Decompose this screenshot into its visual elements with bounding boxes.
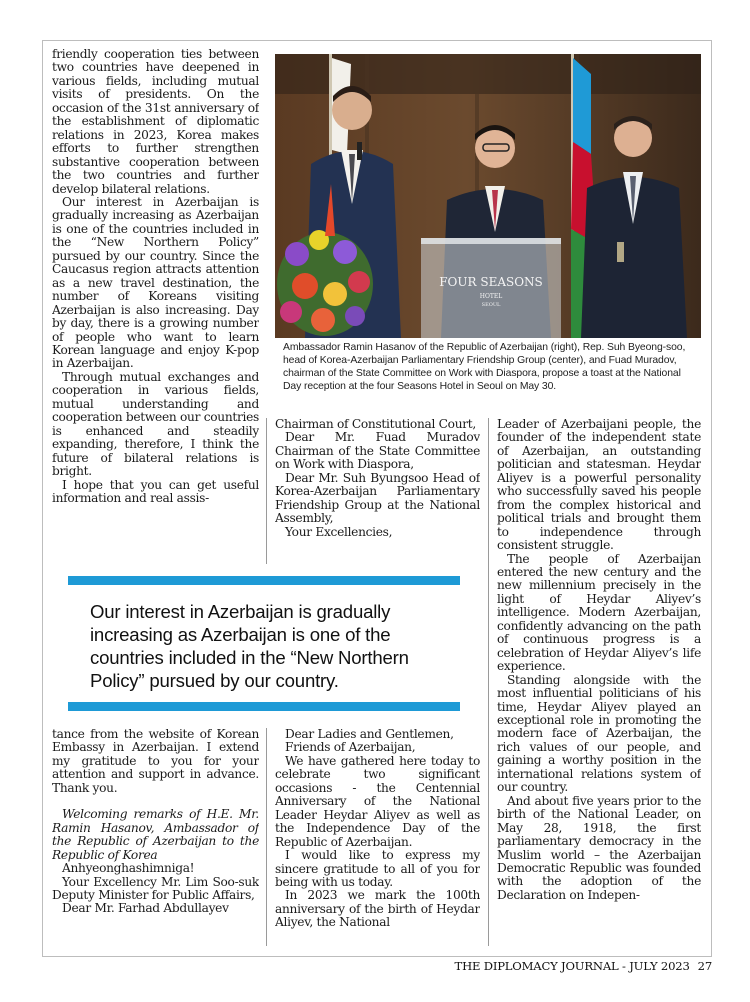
- journal-name: THE DIPLOMACY JOURNAL - JULY 2023: [454, 959, 690, 973]
- remarks-heading: Welcoming remarks of H.E. Mr. Ramin Hasanov, Ambassador of the Republic of Azerbaijan to the Republic of Korea: [52, 807, 259, 862]
- paragraph: I hope that you can get useful information and real assis-: [52, 477, 259, 505]
- paragraph: Anhyeonghashimniga!: [62, 861, 195, 876]
- paragraph: Chairman of Constitutional Court,: [275, 418, 476, 431]
- paragraph: tance from the website of Korean Embassy in Azerbaijan. I extend my gratitude to you for your attention and support in advance. Thank you.: [52, 728, 259, 795]
- paragraph: We have gathered here today to celebrate two significant occasions - the Centennial Anniversary of the National Leader Heydar Aliyev as well as the Independence Day of the Republic of Azerbaijan.: [275, 753, 480, 849]
- podium-sign: FOUR SEASONS: [439, 275, 543, 289]
- paragraph: Our interest in Azerbaijan is gradually increasing as Azerbaijan is one of the countries included in the “New Northern Policy” pursued by our country. Since the Caucasus region attracts attention as a new travel destination, the number of Koreans visiting Azerbaijan is also increasing. Day by day, there is a growing number of people who want to learn Korean language and enjoy K-pop in Azerbaijan.: [52, 194, 259, 371]
- column-1-bottom: [52, 728, 259, 948]
- paragraph: Your Excellency Mr. Lim Soo-suk Deputy Minister for Public Affairs,: [52, 874, 259, 902]
- paragraph: Standing alongside with the most influential politicians of his time, Heydar Aliyev played an exceptional role in promoting the modern face of Azerbaijan, the rich values of our people, and gaining a worthy position in the international relations system of our country.: [497, 672, 701, 795]
- paragraph: Dear Ladies and Gentlemen,: [285, 728, 454, 741]
- podium: [421, 238, 561, 338]
- paragraph: And about five years prior to the birth of the National Leader, on May 28, 1918, the first parliamentary democracy in the Muslim world – the Azerbaijan Democratic Republic was founded with the adoption of the Declaration on Indepen-: [497, 793, 701, 902]
- paragraph: I would like to express my sincere gratitude to all of you for being with us today.: [275, 848, 480, 889]
- pull-quote-bar-bottom: [68, 702, 460, 711]
- paragraph: Dear Mr. Suh Byungsoo Head of Korea-Azerbaijan Parliamentary Friendship Group at the National Assembly,: [275, 470, 480, 526]
- column-2-bottom: [275, 728, 480, 948]
- paragraph: In 2023 we mark the 100th anniversary of the birth of Heydar Aliyev, the National: [275, 888, 480, 930]
- column-rule: [266, 418, 267, 564]
- paragraph: Your Excellencies,: [285, 524, 393, 539]
- paragraph: Through mutual exchanges and cooperation in various fields, mutual understanding and cooperation between our countries is enhanced and steadily expanding, therefore, I think the future of bilateral relations is bright.: [52, 369, 259, 479]
- paragraph: Dear Mr. Fuad Muradov Chairman of the State Committee on Work with Diaspora,: [275, 430, 480, 472]
- pull-quote: Our interest in Azerbaijan is gradually increasing as Azerbaijan is one of the countries included in the “New Northern Policy” pursued by our country.: [90, 601, 409, 691]
- column-rule: [266, 728, 267, 946]
- column-rule: [488, 418, 489, 946]
- page-number: 27: [697, 959, 712, 973]
- paragraph: friendly cooperation ties between two countries have deepened in various fields, including mutual visits of presidents. On the occasion of the 31st anniversary of the establishment of diplomatic relations in 2023, Korea makes efforts to further strengthen substantive cooperation between the two countries and further develop bilateral relations.: [52, 48, 259, 196]
- photo-caption: Ambassador Ramin Hasanov of the Republic of Azerbaijan (right), Rep. Suh Byeong-soo, head of Korea-Azerbaijan Parliamentary Friendship Group (center), and Fuad Muradov, chairman of the State Committee on Work with Diaspora, propose a toast at the National Day reception at the four Seasons Hotel in Seoul on May 30.: [283, 342, 686, 392]
- podium-sub: HOTEL: [479, 293, 503, 300]
- column-1-top: [52, 48, 259, 564]
- podium-city: SEOUL: [481, 302, 501, 308]
- column-3: [497, 418, 701, 948]
- page-footer: [420, 959, 712, 973]
- reception-photo: [275, 54, 701, 338]
- paragraph: Dear Mr. Farhad Abdullayev: [62, 901, 229, 916]
- column-2-top: [275, 418, 480, 564]
- paragraph: Leader of Azerbaijani people, the founder of the independent state of Azerbaijan, an outstanding politician and statesman. Heydar Aliyev is a powerful personality who successfully saved his people from the complex historical and political trials and brought them to independence through consistent struggle.: [497, 418, 701, 553]
- pull-quote-bar-top: [68, 576, 460, 585]
- paragraph: The people of Azerbaijan entered the new century and the new millennium precisely in the light of Heydar Aliyev’s intelligence. Modern Azerbaijan, confidently advancing on the path of continuous progress is a celebration of Heydar Aliyev’s life experience.: [497, 551, 701, 674]
- paragraph: Friends of Azerbaijan,: [285, 740, 416, 755]
